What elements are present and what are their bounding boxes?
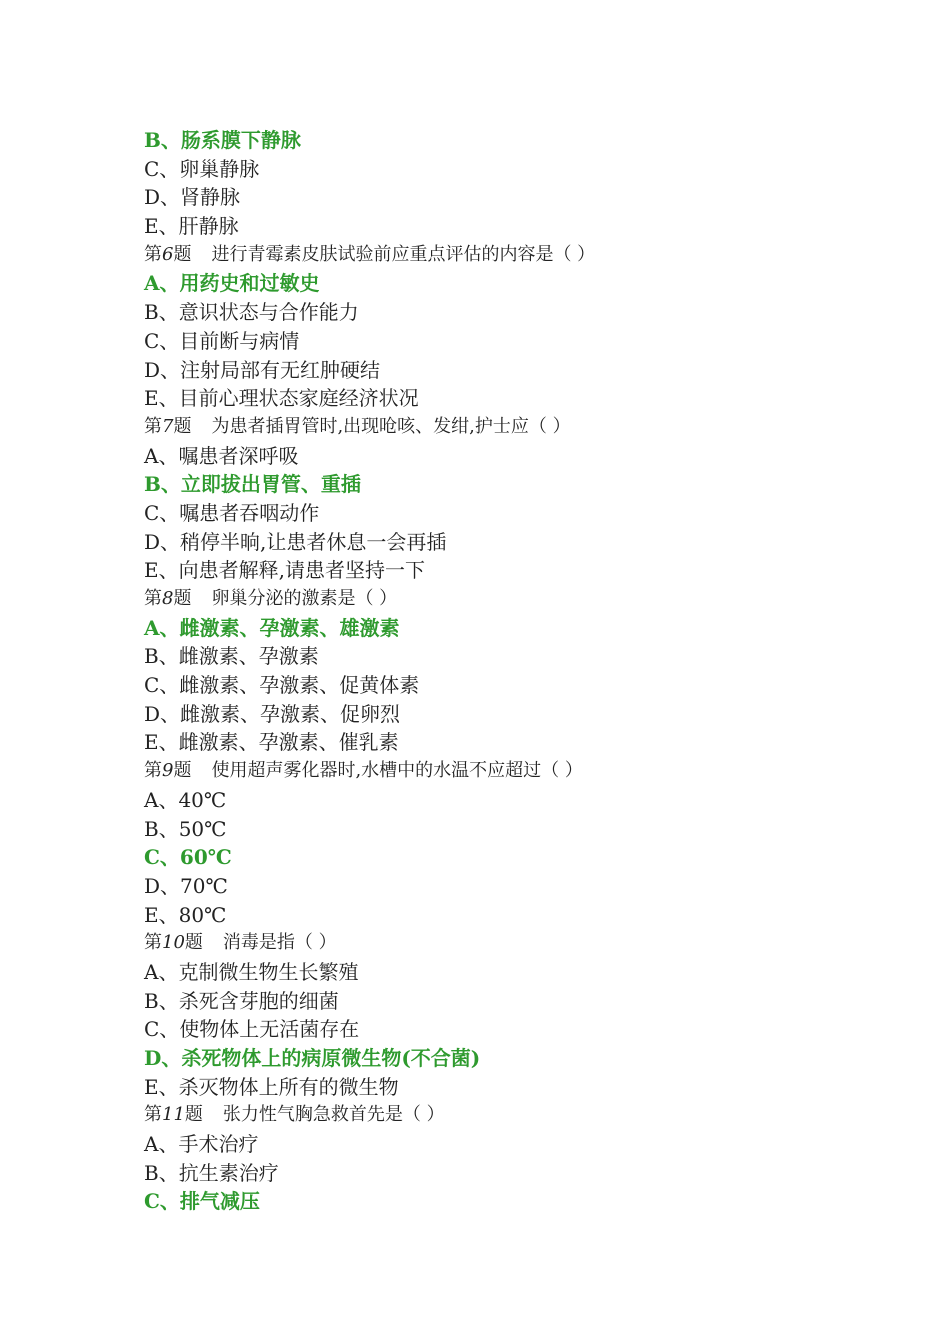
- answer-option: A、克制微生物生长繁殖: [144, 959, 359, 984]
- answer-option: C、卵巢静脉: [144, 156, 260, 181]
- answer-option: E、向患者解释,请患者坚持一下: [144, 558, 425, 583]
- question-number: 11: [162, 1104, 185, 1126]
- answer-option: E、杀灭物体上所有的微生物: [144, 1074, 399, 1099]
- question-number: 9: [162, 760, 174, 782]
- question-text: 使用超声雾化器时,水槽中的水温不应超过（ ）: [211, 760, 583, 782]
- answer-option: C、嘱患者吞咽动作: [144, 500, 320, 525]
- question-suffix: 题: [173, 243, 192, 265]
- question-suffix: 题: [173, 415, 192, 437]
- question-text: 消毒是指（ ）: [222, 932, 337, 954]
- question-heading: [144, 413, 904, 442]
- answer-option: E、雌激素、孕激素、催乳素: [144, 730, 399, 755]
- question-number: 6: [162, 243, 174, 265]
- answer-option: A、嘱患者深呼吸: [144, 443, 299, 468]
- question-text: 张力性气胸急救首先是（ ）: [222, 1104, 445, 1126]
- question-suffix: 题: [173, 588, 192, 609]
- question-suffix: 题: [184, 1104, 203, 1126]
- answer-option-correct: B、肠系膜下静脉: [144, 128, 301, 152]
- question-prefix: 第: [144, 1104, 162, 1126]
- question-heading: [144, 241, 904, 270]
- answer-option: A、40℃: [144, 787, 227, 812]
- question-heading: [144, 1101, 904, 1130]
- answer-option: D、注射局部有无红肿硬结: [144, 357, 381, 382]
- answer-option: D、雌激素、孕激素、促卵烈: [144, 701, 401, 726]
- question-text: 进行青霉素皮肤试验前应重点评估的内容是（ ）: [211, 243, 596, 265]
- question-prefix: 第: [144, 415, 162, 437]
- question-suffix: 题: [184, 932, 203, 954]
- question-number: 7: [162, 415, 174, 437]
- answer-option: D、70℃: [144, 873, 228, 898]
- question-number: 8: [162, 588, 174, 609]
- answer-option: E、肝静脉: [144, 214, 239, 239]
- answer-option: D、肾静脉: [144, 185, 241, 210]
- answer-option: C、目前断与病情: [144, 328, 300, 353]
- question-number: 10: [162, 932, 185, 954]
- answer-option: B、雌激素、孕激素: [144, 644, 319, 669]
- answer-option: D、稍停半晌,让患者休息一会再插: [144, 529, 447, 554]
- document-page: [144, 126, 904, 1216]
- question-prefix: 第: [144, 760, 162, 782]
- answer-option: B、抗生素治疗: [144, 1160, 279, 1185]
- question-prefix: 第: [144, 588, 162, 609]
- answer-option: B、杀死含芽胞的细菌: [144, 988, 339, 1013]
- answer-option-correct: D、杀死物体上的病原微生物(不合菌): [144, 1046, 481, 1070]
- question-prefix: 第: [144, 932, 162, 954]
- answer-option: C、使物体上无活菌存在: [144, 1017, 360, 1042]
- question-text: 卵巢分泌的激素是（ ）: [211, 588, 398, 609]
- answer-option-correct: C、60℃: [144, 845, 232, 870]
- answer-option: B、意识状态与合作能力: [144, 300, 359, 325]
- answer-option-correct: C、排气减压: [144, 1189, 260, 1214]
- answer-option: E、80℃: [144, 902, 227, 927]
- answer-option-correct: A、用药史和过敏史: [144, 271, 320, 296]
- question-heading: [144, 585, 904, 614]
- answer-option: C、雌激素、孕激素、促黄体素: [144, 673, 420, 698]
- answer-option: B、50℃: [144, 816, 227, 841]
- question-heading: [144, 757, 904, 786]
- answer-option-correct: A、雌激素、孕激素、雄激素: [144, 615, 400, 640]
- answer-option: E、目前心理状态家庭经济状况: [144, 386, 419, 411]
- question-prefix: 第: [144, 243, 162, 265]
- answer-option: A、手术治疗: [144, 1132, 259, 1157]
- answer-option-correct: B、立即拔出胃管、重插: [144, 472, 361, 497]
- question-text: 为患者插胃管时,出现呛咳、发绀,护士应（ ）: [211, 415, 571, 437]
- question-heading: [144, 929, 904, 958]
- question-suffix: 题: [173, 760, 192, 782]
